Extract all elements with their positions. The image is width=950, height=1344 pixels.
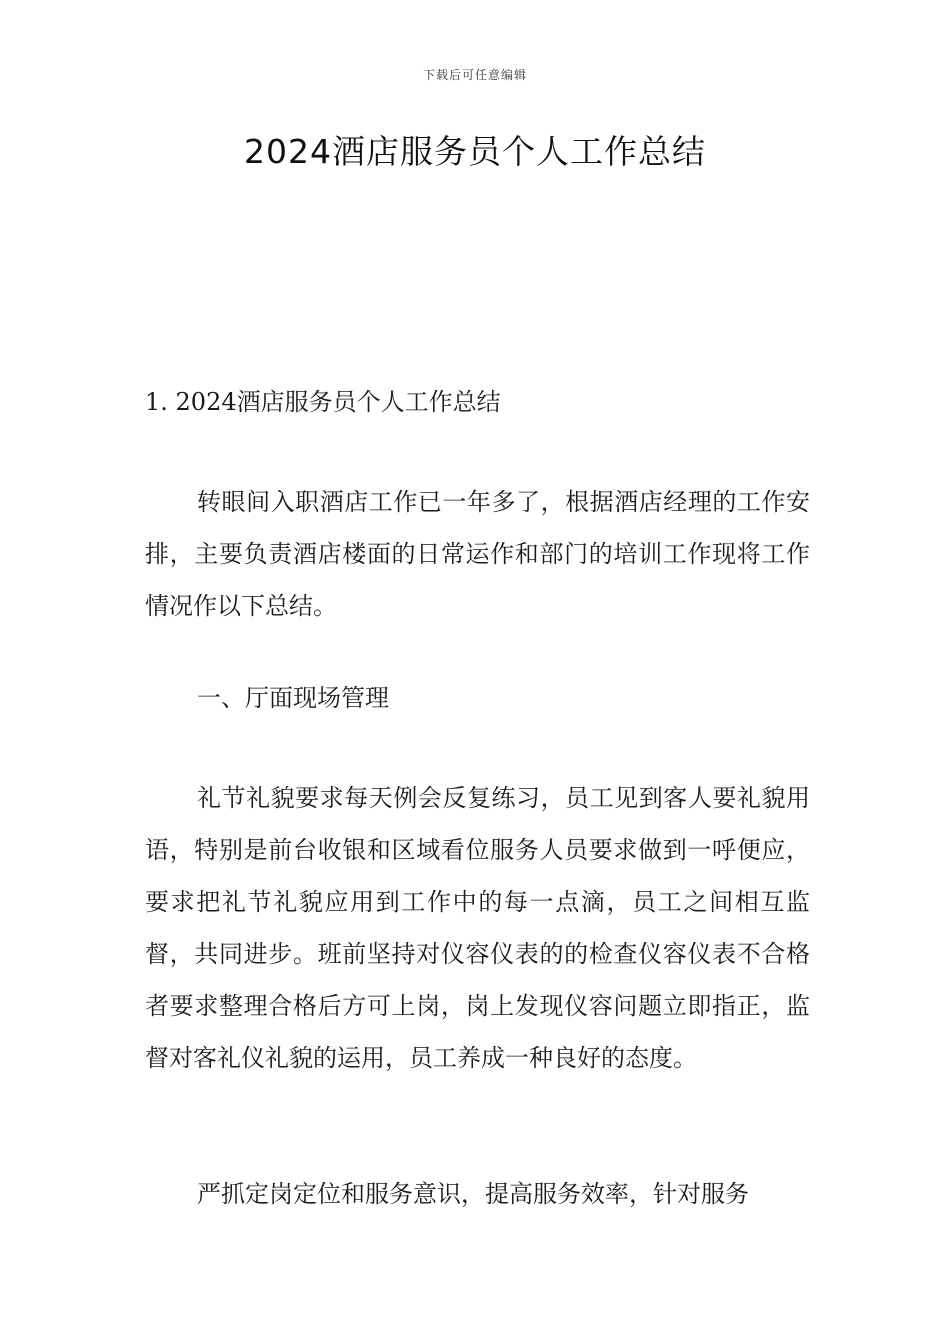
subheading-hall-management: 一、厅面现场管理 xyxy=(197,684,389,712)
header-note: 下载后可任意编辑 xyxy=(422,68,527,82)
section-heading: 1. 2024酒店服务员个人工作总结 xyxy=(145,388,501,416)
document-title: 2024酒店服务员个人工作总结 xyxy=(244,132,706,171)
paragraph-intro: 转眼间入职酒店工作已一年多了，根据酒店经理的工作安排，主要负责酒店楼面的日常运作和部门的培训工作现将工作情况作以下总结。 xyxy=(145,488,810,620)
paragraph-etiquette: 礼节礼貌要求每天例会反复练习，员工见到客人要礼貌用语，特别是前台收银和区域看位服务人员要求做到一呼便应，要求把礼节礼貌应用到工作中的每一点滴，员工之间相互监督，共同进步。班前坚持对仪容仪表的的检查仪容仪表不合格者要求整理合格后方可上岗，岗上发现仪容问题立即指正，监督对客礼仪礼貌的运用，员工养成一种良好的态度。 xyxy=(145,784,810,1072)
paragraph-posts: 严抓定岗定位和服务意识，提高服务效率，针对服务 xyxy=(197,1180,749,1208)
